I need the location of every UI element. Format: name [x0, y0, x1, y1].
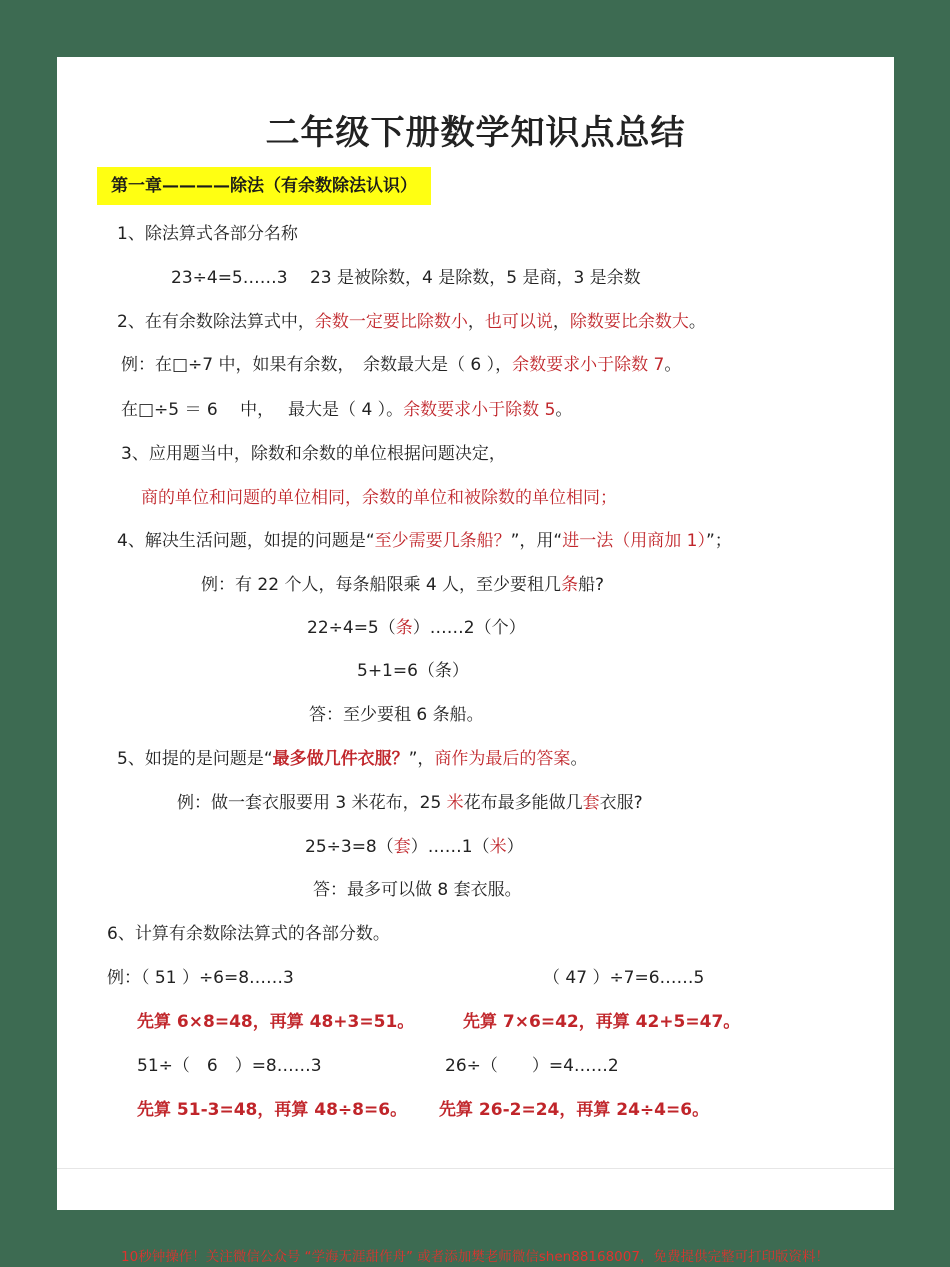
- text-span: ）……2（个）: [412, 618, 526, 638]
- point-4-text: [117, 526, 732, 551]
- point-6-example-c: 51÷（ 6 ）=8……3: [137, 1056, 322, 1076]
- point-3-heading: 3、应用题当中，除数和余数的单位根据问题决定，: [121, 444, 506, 464]
- text-span: 例：做一套衣服要用 3 米花布，25: [177, 793, 447, 813]
- divider: [57, 1168, 894, 1169]
- text-span: ）……1（: [410, 837, 490, 857]
- highlight-text: 条: [395, 618, 413, 638]
- highlight-text: 条: [561, 575, 579, 595]
- text-span: 5、如提的是问题是“: [117, 749, 273, 769]
- document-page: [57, 57, 894, 1210]
- highlight-text: 余数一定要比除数小: [314, 312, 468, 332]
- point-4-calc-1: [307, 613, 526, 638]
- point-6-solution-d: 先算 26-2=24，再算 24÷4=6。: [439, 1100, 710, 1120]
- promo-footer: 10秒钟操作！关注微信公众号 “学海无涯甜作舟” 或者添加樊老师微信shen88168007，免费提供完整可打印版资料！: [121, 1249, 829, 1265]
- text-span: 4、解决生活问题，如提的问题是“: [117, 531, 375, 551]
- point-4-answer: 答：至少要租 6 条船。: [309, 705, 484, 725]
- point-2-example-2: [121, 395, 572, 420]
- point-5-example: [177, 788, 643, 813]
- text-span: 花布最多能做几: [463, 793, 583, 813]
- text-span: 。: [555, 400, 573, 420]
- highlight-text: 米: [446, 793, 464, 813]
- text-span: ，: [552, 312, 570, 332]
- text-span: 衣服?: [599, 793, 643, 813]
- point-6-example-a: 例：（ 51 ）÷6=8……3: [107, 968, 294, 988]
- point-6-example-b: （ 47 ）÷7=6……5: [543, 968, 705, 988]
- text-span: 22÷4=5（: [307, 618, 396, 638]
- text-span: 2、在有余数除法算式中，: [117, 312, 315, 332]
- chapter-heading: 第一章————除法（有余数除法认识）: [97, 167, 431, 205]
- point-6-solution-b: 先算 7×6=42，再算 42+5=47。: [463, 1012, 741, 1032]
- point-5-calc: [305, 832, 524, 857]
- point-1-heading: 1、除法算式各部分名称: [117, 224, 298, 244]
- highlight-text: 套: [582, 793, 600, 813]
- point-4-example: [201, 570, 604, 595]
- point-6-heading: 6、计算有余数除法算式的各部分数。: [107, 924, 390, 944]
- highlight-text: 米: [489, 837, 507, 857]
- highlight-text: 至少需要几条船？: [374, 531, 511, 551]
- highlight-text: 进一法（用商加 1）: [562, 531, 706, 551]
- point-1-example: 23÷4=5……3 23 是被除数，4 是除数，5 是商，3 是余数: [171, 268, 641, 288]
- text-span: 在□÷5 ＝ 6 中， 最大是（ 4 ）。: [121, 400, 404, 420]
- highlight-text: 除数要比余数大: [569, 312, 689, 332]
- text-span: ”；: [705, 531, 732, 551]
- highlight-text: 余数要求小于除数 7: [512, 355, 665, 375]
- highlight-text: 最多做几件衣服？: [272, 749, 409, 769]
- point-2-example-1: [121, 350, 681, 375]
- text-span: ，: [467, 312, 485, 332]
- highlight-text: 套: [393, 837, 411, 857]
- text-span: ”，用“: [510, 531, 563, 551]
- point-6-example-d: 26÷（ ）=4……2: [445, 1056, 619, 1076]
- highlight-text: 商作为最后的答案: [434, 749, 571, 769]
- text-span: 。: [688, 312, 706, 332]
- text-span: ）: [506, 837, 524, 857]
- text-span: 例：在□÷7 中，如果有余数， 余数最大是（ 6 ），: [121, 355, 513, 375]
- point-3-rule: 商的单位和问题的单位相同，余数的单位和被除数的单位相同；: [141, 488, 617, 508]
- highlight-text: 余数要求小于除数 5: [403, 400, 556, 420]
- point-2-text: [117, 307, 706, 332]
- point-4-calc-2: 5+1=6（条）: [357, 661, 469, 681]
- text-span: 。: [570, 749, 588, 769]
- text-span: 。: [664, 355, 682, 375]
- point-5-text: [117, 744, 587, 769]
- text-span: 船?: [578, 575, 605, 595]
- page-title: 二年级下册数学知识点总结: [265, 113, 686, 153]
- point-5-answer: 答：最多可以做 8 套衣服。: [313, 880, 522, 900]
- highlight-text: 也可以说: [484, 312, 553, 332]
- text-span: ”，: [408, 749, 435, 769]
- point-6-solution-c: 先算 51-3=48，再算 48÷8=6。: [137, 1100, 408, 1120]
- text-span: 例：有 22 个人，每条船限乘 4 人，至少要租几: [201, 575, 562, 595]
- point-6-solution-a: 先算 6×8=48，再算 48+3=51。: [137, 1012, 415, 1032]
- text-span: 25÷3=8（: [305, 837, 394, 857]
